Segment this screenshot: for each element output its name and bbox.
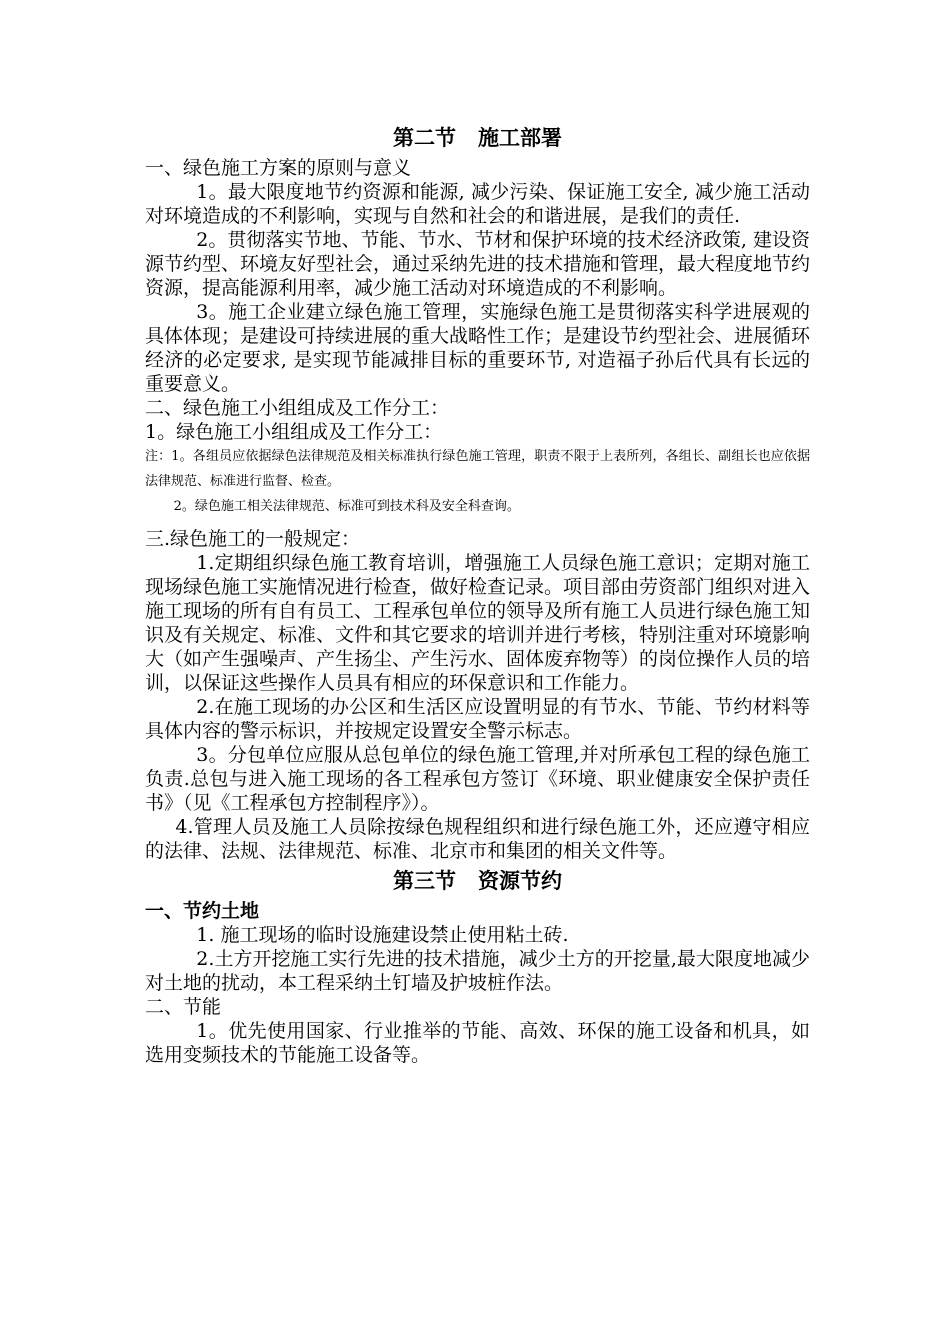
subheading-team: 1。绿色施工小组组成及工作分工： <box>145 421 443 443</box>
paragraph: 1. 施工现场的临时设施建设禁止使用粘土砖. <box>196 924 569 946</box>
note: 注：1。各组员应依据绿色法律规范及相关标准执行绿色施工管理，职责不限于上表所列，各组长、副组长也应依据法律规范、标准进行监督、检查。 <box>145 449 810 489</box>
paragraph: 1.定期组织绿色施工教育培训，增强施工人员绿色施工意识；定期对施工现场绿色施工实施情况进行检查，做好检查记录。项目部由劳资部门组织对进入施工现场的所有自有员工、工程承包单位的领导及所有施工人员进行绿色施工知识及有关规定、标准、文件和其它要求的培训并进行考核，特别注重对环境影响大（如产生强噪声、产生扬尘、产生污水、固体废弃物等）的岗位操作人员的培训，以保证这些操作人员具有相应的环保意识和工作能力。 <box>145 552 811 694</box>
paragraph: 4.管理人员及施工人员除按绿色规程组织和进行绿色施工外，还应遵守相应的法律、法规、法律规范、标准、北京市和集团的相关文件等。 <box>145 816 810 862</box>
paragraph: 3。分包单位应服从总包单位的绿色施工管理,并对所承包工程的绿色施工负责.总包与进入施工现场的各工程承包方签订《环境、职业健康安全保护责任书》（见《工程承包方控制程序》）。 <box>145 744 810 814</box>
paragraph: 2.在施工现场的办公区和生活区应设置明显的有节水、节能、节约材料等具体内容的警示标识，并按规定设置安全警示标志。 <box>145 696 810 742</box>
document-body <box>145 120 810 1067</box>
heading-principles: 一、绿色施工方案的原则与意义 <box>145 157 412 179</box>
heading-general-rules: 三.绿色施工的一般规定： <box>145 528 361 550</box>
heading-team: 二、绿色施工小组组成及工作分工： <box>145 397 450 419</box>
heading-energy: 二、节能 <box>145 996 222 1018</box>
paragraph: 2。贯彻落实节地、节能、节水、节材和保护环境的技术经济政策, 建设资源节约型、环境友好型社会，通过采纳先进的技术措施和管理，最大程度地节约资源，提高能源利用率，减少施工活动对环境造成的不利影响。 <box>145 229 811 299</box>
spacer <box>145 519 810 527</box>
section-title: 第三节 资源节约 <box>393 869 562 893</box>
paragraph: 3。施工企业建立绿色施工管理，实施绿色施工是贯彻落实科学进展观的具体体现；是建设可持续进展的重大战略性工作；是建设节约型社会、进展循环经济的必定要求, 是实现节能减排目标的重要环节, 对造福子孙后代具有长远的重要意义。 <box>145 301 811 395</box>
paragraph: 1。优先使用国家、行业推举的节能、高效、环保的施工设备和机具，如选用变频技术的节能施工设备等。 <box>145 1020 810 1066</box>
note: 2。绿色施工相关法律规范、标准可到技术科及安全科查询。 <box>173 499 520 514</box>
section-title: 第二节 施工部署 <box>393 126 562 150</box>
paragraph: 2.土方开挖施工实行先进的技术措施，减少土方的开挖量,最大限度地减少对土地的扰动，本工程采纳土钉墙及护坡桩作法。 <box>145 948 810 994</box>
paragraph: 1。最大限度地节约资源和能源, 减少污染、保证施工安全, 减少施工活动对环境造成的不利影响，实现与自然和社会的和谐进展，是我们的责任. <box>145 181 810 227</box>
heading-land: 一、节约土地 <box>145 900 260 922</box>
